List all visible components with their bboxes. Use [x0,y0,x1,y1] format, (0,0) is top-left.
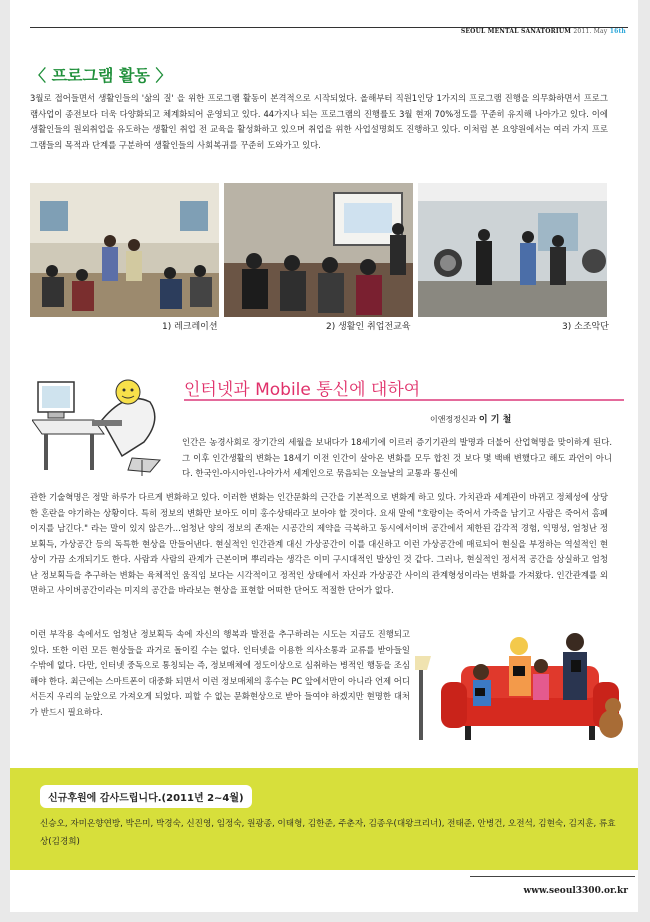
article-title-rule [184,399,624,401]
donor-list: 신승오, 자미온향연방, 박은미, 박경숙, 신진영, 임정숙, 원광종, 이태형, 김한준, 주춘자, 김종우(대왕크리너), 전태준, 안병건, 오전석, 김현숙, 김지훈, 류효상(김경희) [40,819,616,847]
header-page: 16th [609,28,626,35]
header-issue: 2011. May [573,28,608,35]
article-author [430,412,511,425]
photo-small-band [418,183,607,317]
caption-employment-education: 2) 생활인 취업전교육 [326,322,411,332]
family-sofa-illustration [415,616,627,748]
donor-title: 신규후원에 감사드립니다.(2011년 2~4월) [40,785,252,808]
article-paragraph-1: 인간은 농경사회로 장기간의 세월을 보내다가 18세기에 이르러 증기기관의 발명과 더불어 산업혁명을 맞이하게 된다. 그 이후 인간생활의 변화는 18세기 이전 인간이 살아온 변화를 모두 합친 것 보다 몇 백배 변했다고 해도 과언이 아니다. 한국인-아시아인-나아가서 세계인으로 묶음되는 오늘날의 교통과 통신에 [182,437,612,478]
photo-employment-education [224,183,413,317]
program-body: 3월로 접어들면서 생활인들의 '삶의 질' 을 위한 프로그램 활동이 본격적으로 시작되었다. 올해부터 직원1인당 1가지의 프로그램 진행을 의무화하면서 프로그램사업이 종전보다 더욱 다양화되고 체계화되어 운영되고 있다. 44가지나 되는 프로그램의 진행률도 3월 현재 70%정도를 꾸준히 유지해 나아가고 있다. 이에 생활인들의 원외취업을 유도하는 생활인 취업 전 교육을 활성화하고 있으며 취업을 위한 사업설명회도 진행하고 있다. 이처럼 본 요양원에서는 여러 가지 프로그램들의 목적과 단계를 구분하여 생활인들의 사회복귀를 꾸준히 도와가고 있다. [30,93,608,150]
program-section-title: 〈 프로그램 활동 〉 [30,66,172,85]
footer-url[interactable]: www.seoul3300.or.kr [523,886,628,896]
newsletter-page [10,0,638,912]
caption-small-band: 3) 소조악단 [562,322,609,332]
author-name: 이 기 철 [478,415,512,425]
computer-user-illustration [32,360,182,478]
caption-recreation: 1) 레크레이션 [162,322,218,332]
footer-rule [470,876,635,877]
photo-recreation [30,183,219,317]
running-header [461,28,626,35]
article-paragraph-3: 이런 부작용 속에서도 엄청난 정보획득 속에 자신의 행복과 발전을 추구하려는 시도는 지금도 진행되고 있다. 또한 이런 모든 현상들을 과거로 돌이킬 수는 없다. 인터넷을 이용한 의사소통과 교류를 받아들일 수밖에 없다. 다만, 인터넷 중독으로 통칭되는 즉, 정보매체에 정도이상으로 심취하는 병적인 행동을 조심해야 한다. 최근에는 스마트폰이 대중화 되면서 이런 정보매체의 홍수는 PC 앞에서만이 아니라 언제 어디서든지 우리의 눈앞으로 가져오게 되었다. 피할 수 없는 문화현상으로 받아 들여야 하겠지만 현명한 대처가 반드시 필요하다. [30,629,410,717]
header-name: SEOUL MENTAL SANATORIUM [460,28,572,35]
author-dept: 이앤정정신과 [430,415,477,424]
article-paragraph-2: 관한 기술혁명은 정말 하루가 다르게 변화하고 있다. 이러한 변화는 인간문화의 근간을 기본적으로 변화게 하고 있다. 가치관과 세계관이 바뀌고 정체성에 상당한 혼란을 야기하는 상황이다. 특히 정보의 변화만 보아도 이미 홍수상태라고 보아야 할 것이다. 요새 말에 "호랑이는 죽어서 가죽을 남기고 사람은 죽어서 홈페이지를 남긴다." 라는 말이 있지 않은가...엄청난 양의 정보의 존재는 시공간의 제약을 극복하고 동시에서이버 공간에서 제한된 감각적 경험, 익명성, 엄청난 정보획득, 가상공간 등의 독특한 현상을 만들어낸다. 현실적인 인간관계 대신 가상공간이 이를 대신하고 이런 가상공간에 매료되어 현실을 부정하는 역설적인 현상이 가끔 소개되기도 한다. 사람과 사람의 관계가 근본이며 뿌리라는 생각은 이미 구시대적인 발상인 것 같다. 그러나, 현실적인 정서적 공간을 상실하고 엄청난 정보획득을 추구하는 변화는 육체적인 움직임 보다는 시각적이고 정적인 상태에서 자신과 가상공간 사이의 관계형성이라는 변화를 가져왔다. 인간관계를 외면하고 사이버공간이라는 미지의 공간을 바라보는 현상을 표현할 어떠한 단어도 적절한 단어가 없다. [30,492,608,595]
article-title: 인터넷과 Mobile 통신에 대하여 [184,380,421,400]
